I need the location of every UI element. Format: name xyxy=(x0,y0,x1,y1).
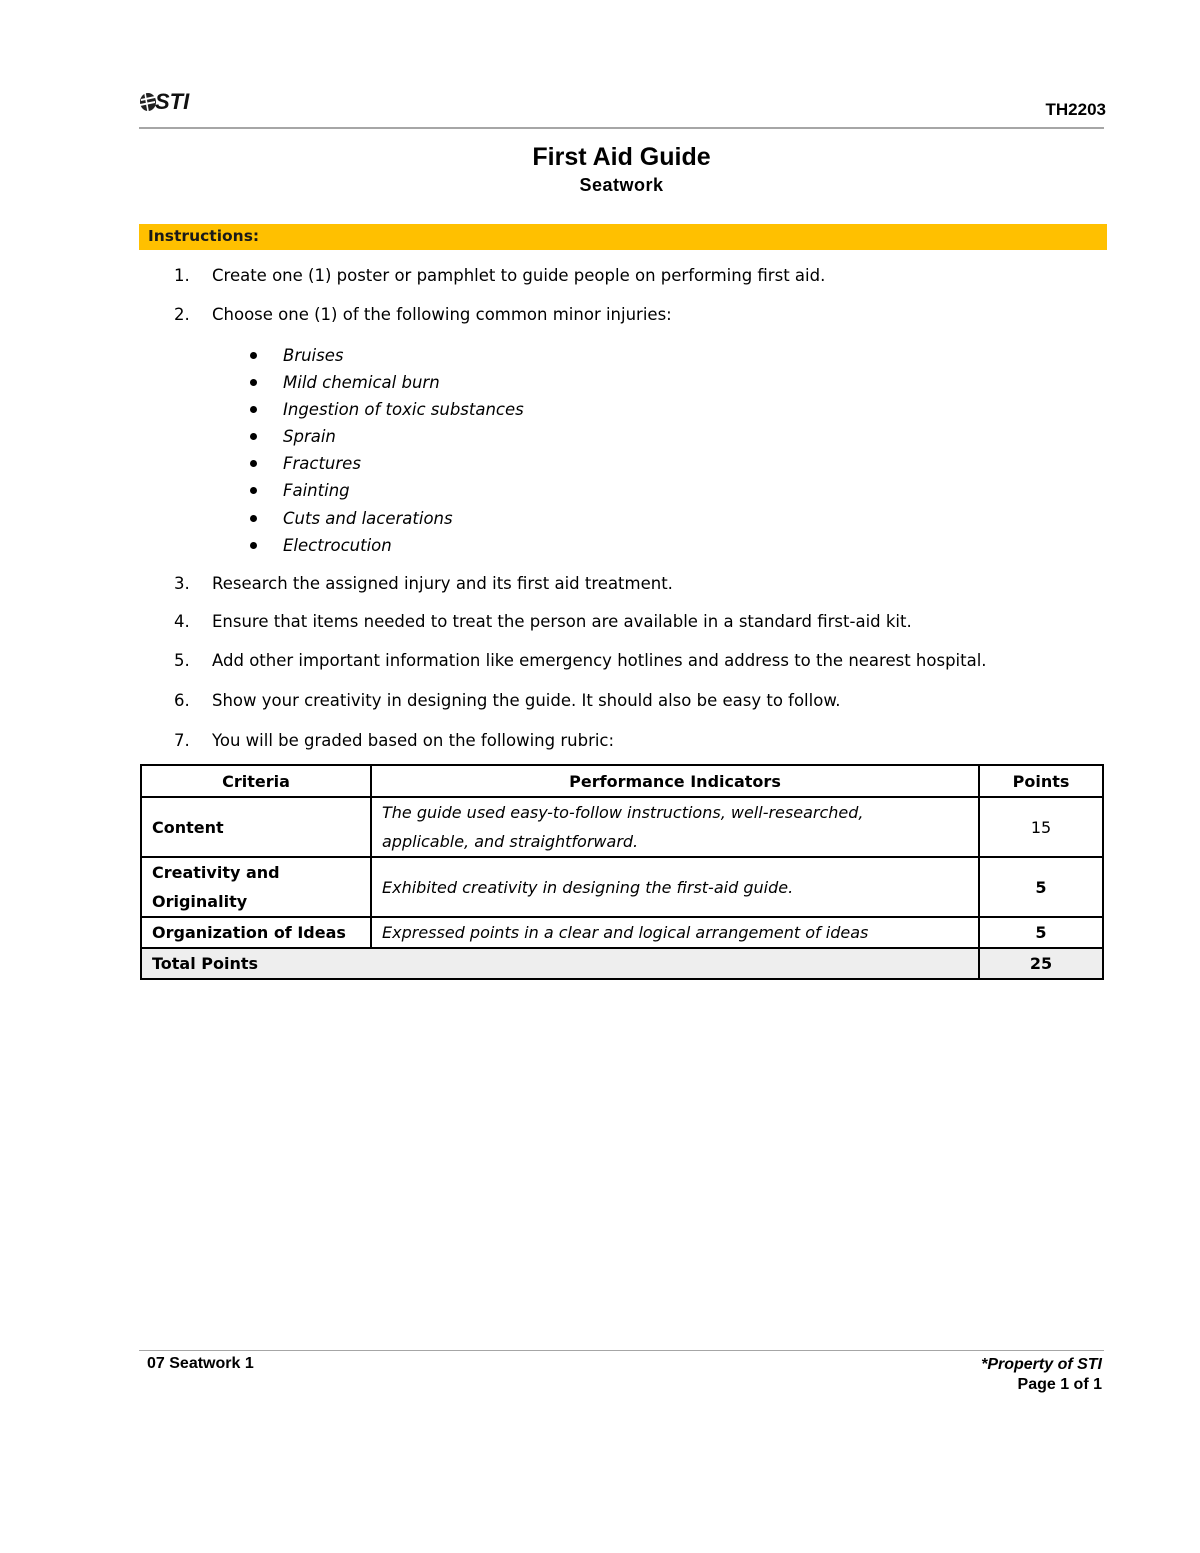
bullet-icon xyxy=(250,352,257,359)
indicator-cell: The guide used easy-to-follow instructions, well-researched, applicable, and straightforward. xyxy=(371,797,979,857)
rubric-table xyxy=(140,764,1104,980)
table-row xyxy=(141,857,1103,917)
table-row xyxy=(141,917,1103,948)
instructions-banner xyxy=(139,224,1107,250)
bullet-icon xyxy=(250,379,257,386)
table-header-row xyxy=(141,765,1103,797)
bullet-icon xyxy=(250,487,257,494)
step-text: Choose one (1) of the following common minor injuries: xyxy=(212,305,672,324)
step-text: You will be graded based on the following rubric: xyxy=(212,731,615,750)
page-title: First Aid Guide xyxy=(532,143,711,171)
step-number: 3. xyxy=(174,574,190,593)
step-1 xyxy=(174,265,825,287)
points-cell: 5 xyxy=(979,917,1103,948)
footer-divider xyxy=(139,1350,1104,1351)
criteria-cell: Organization of Ideas xyxy=(141,917,371,948)
step-6 xyxy=(174,690,841,712)
step-5 xyxy=(174,650,987,672)
document-page: STI TH2203 First Aid Guide Seatwork Instructions: 1. Create one (1) poster or pamphlet to guide people on performing first aid. 2. Choose one (1) of the following common minor injuries: Bruises Mild chemical burn Ingestion of toxic substances Sprain Fractures Fainting Cuts and lacerations Electrocution 3. Research the assigned injury and its first aid treatment. 4. Ensure that items needed to treat the person are available in a standard first-aid kit. 5. Add other important information like emergency hotlines and address to the nearest hospital. 6. Show your creativity in designing the guide. It should also be easy to follow. 7. You will be graded based on the following rubric: Criteria Performance Indicators Points Content The guide used easy-to-follow instructions, well-researched, applicable, and straightforward. 15 Creativity and Originality Exhibited creativity in designing the first-aid guide. 5 Organization of Ideas Expressed points in a clear and logical arrangement of ideas 5 Total Points 25 07 Seatwork 1 *Property of STI Page 1 of 1 xyxy=(0,0,1200,1553)
page-subtitle: Seatwork xyxy=(579,175,664,195)
criteria-cell: Creativity and Originality xyxy=(141,857,371,917)
column-header-indicators: Performance Indicators xyxy=(371,765,979,797)
step-number: 4. xyxy=(174,612,190,631)
total-label: Total Points xyxy=(141,948,979,979)
step-number: 6. xyxy=(174,691,190,710)
property-notice: *Property of STI xyxy=(981,1356,1102,1373)
bullet-icon xyxy=(250,406,257,413)
step-4 xyxy=(174,611,912,633)
footer-right xyxy=(981,1355,1102,1395)
bullet-icon xyxy=(250,542,257,549)
step-3 xyxy=(174,573,673,595)
total-points: 25 xyxy=(979,948,1103,979)
column-header-criteria: Criteria xyxy=(141,765,371,797)
step-number: 1. xyxy=(174,266,190,285)
bullet-icon xyxy=(250,515,257,522)
step-number: 5. xyxy=(174,651,190,670)
total-row xyxy=(141,948,1103,979)
step-text: Create one (1) poster or pamphlet to guide people on performing first aid. xyxy=(212,266,826,285)
instructions-label: Instructions: xyxy=(148,227,260,245)
step-text: Ensure that items needed to treat the person are available in a standard first-aid kit. xyxy=(212,612,912,631)
column-header-points: Points xyxy=(979,765,1103,797)
header-divider xyxy=(139,127,1104,129)
points-cell: 5 xyxy=(979,857,1103,917)
logo-text: STI xyxy=(155,89,190,114)
indicator-cell: Exhibited creativity in designing the first-aid guide. xyxy=(371,857,979,917)
page-number: Page 1 of 1 xyxy=(1017,1376,1102,1393)
bullet-icon xyxy=(250,460,257,467)
step-text: Add other important information like emergency hotlines and address to the nearest hospital. xyxy=(212,651,987,670)
criteria-cell: Content xyxy=(141,797,371,857)
points-cell: 15 xyxy=(979,797,1103,857)
step-number: 7. xyxy=(174,731,190,750)
table-row xyxy=(141,797,1103,857)
step-text: Show your creativity in designing the guide. It should also be easy to follow. xyxy=(212,691,841,710)
bullet-icon xyxy=(250,433,257,440)
step-7 xyxy=(174,730,614,752)
indicator-cell: Expressed points in a clear and logical arrangement of ideas xyxy=(371,917,979,948)
step-number: 2. xyxy=(174,305,190,324)
step-2 xyxy=(174,304,672,326)
sti-logo xyxy=(139,88,199,116)
step-text: Research the assigned injury and its first aid treatment. xyxy=(212,574,673,593)
footer-document-label: 07 Seatwork 1 xyxy=(147,1355,254,1372)
document-code: TH2203 xyxy=(1045,100,1106,119)
